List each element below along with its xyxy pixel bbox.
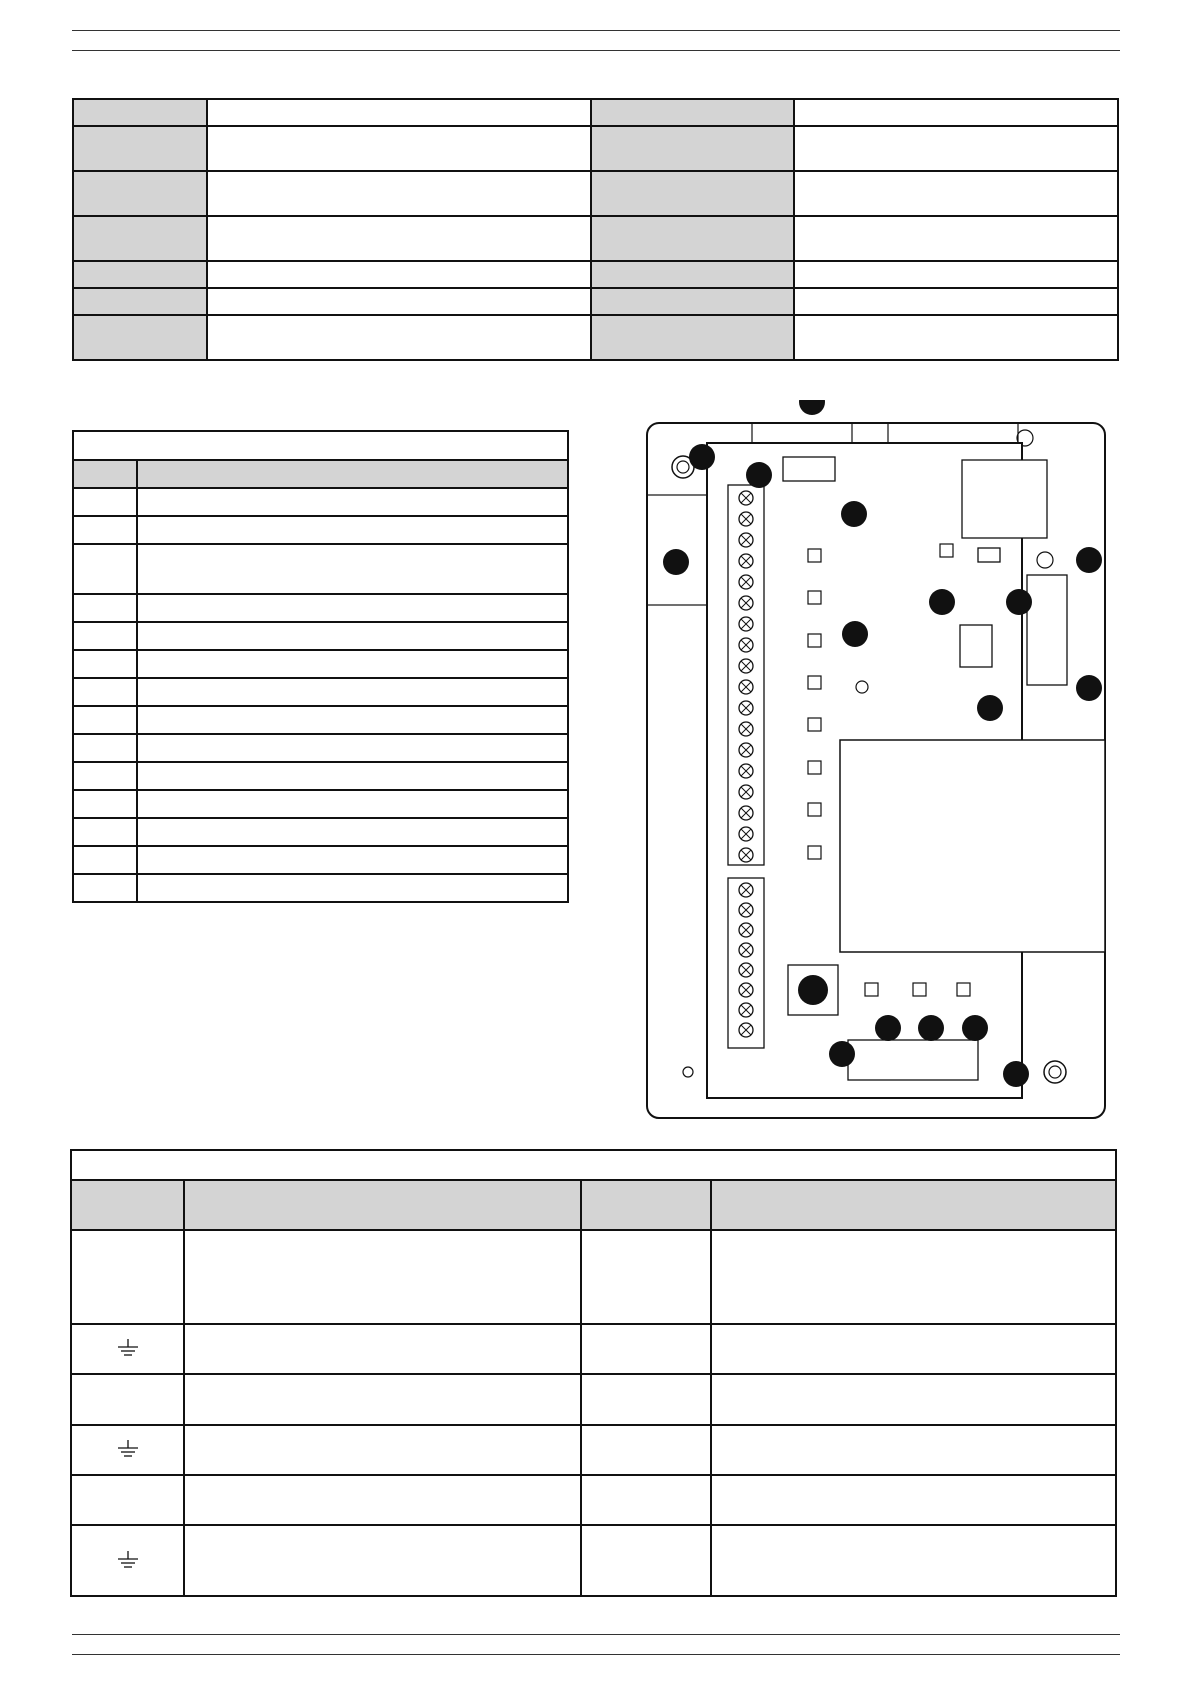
- terminal-cell: [71, 1230, 184, 1324]
- callout-marker: [842, 621, 868, 647]
- legend-desc: [137, 516, 568, 544]
- legend-desc: [137, 622, 568, 650]
- terminal-header: [184, 1180, 581, 1230]
- legend-row: [73, 488, 568, 516]
- legend-key: [73, 762, 137, 790]
- terminal-row: [71, 1525, 1116, 1596]
- led-indicator: [808, 549, 821, 562]
- callout-marker: [875, 1015, 901, 1041]
- callout-marker: [962, 1015, 988, 1041]
- terminal-row: [71, 1374, 1116, 1425]
- legend-key: [73, 706, 137, 734]
- led-indicator: [940, 544, 953, 557]
- header-rule-top: [72, 30, 1120, 31]
- spec-label: [591, 315, 794, 360]
- spec-value: [207, 126, 591, 171]
- led-indicator: [808, 676, 821, 689]
- terminal-desc: [184, 1324, 581, 1374]
- callout-marker: [1006, 589, 1032, 615]
- ground-icon: [117, 1339, 139, 1359]
- legend-desc: [137, 594, 568, 622]
- spec-label: [73, 315, 207, 360]
- relay-module: [962, 460, 1047, 538]
- legend-desc: [137, 790, 568, 818]
- spec-label: [73, 126, 207, 171]
- terminal-row: [71, 1475, 1116, 1525]
- callout-marker: [1076, 675, 1102, 701]
- legend-desc: [137, 818, 568, 846]
- terminal-notes: [711, 1475, 1116, 1525]
- spec-value: [794, 126, 1118, 171]
- legend-row: [73, 874, 568, 902]
- legend-key: [73, 818, 137, 846]
- spec-value: [207, 216, 591, 261]
- callout-marker: [977, 695, 1003, 721]
- spec-label: [591, 99, 794, 126]
- legend-row: [73, 678, 568, 706]
- spec-label: [591, 216, 794, 261]
- legend-key: [73, 790, 137, 818]
- legend-key: [73, 544, 137, 594]
- spec-label: [73, 171, 207, 216]
- terminal-desc: [184, 1525, 581, 1596]
- terminal-row: [71, 1230, 1116, 1324]
- callout-marker: [1003, 1061, 1029, 1087]
- legend-row: [73, 622, 568, 650]
- spec-value: [794, 171, 1118, 216]
- legend-key: [73, 846, 137, 874]
- legend-key: [73, 622, 137, 650]
- terminal-cell: [71, 1425, 184, 1475]
- spec-label: [73, 216, 207, 261]
- spec-row: [73, 171, 1118, 216]
- legend-row: [73, 650, 568, 678]
- legend-key: [73, 516, 137, 544]
- spec-value: [794, 99, 1118, 126]
- legend-row: [73, 734, 568, 762]
- terminal-header: [581, 1180, 711, 1230]
- spec-value: [207, 261, 591, 288]
- buzzer: [798, 975, 828, 1005]
- terminal-notes: [711, 1425, 1116, 1475]
- legend-row: [73, 516, 568, 544]
- circuit-board-diagram: [640, 400, 1110, 1125]
- callout-marker: [746, 462, 772, 488]
- spec-row: [73, 99, 1118, 126]
- terminal-desc: [184, 1230, 581, 1324]
- spec-value: [207, 99, 591, 126]
- terminal-cell: [71, 1324, 184, 1374]
- spec-row: [73, 216, 1118, 261]
- terminal-notes: [711, 1230, 1116, 1324]
- led-indicator: [808, 761, 821, 774]
- legend-row: [73, 594, 568, 622]
- spec-value: [794, 216, 1118, 261]
- legend-desc: [137, 488, 568, 516]
- spec-value: [207, 171, 591, 216]
- terminal-notes: [711, 1324, 1116, 1374]
- spec-row: [73, 315, 1118, 360]
- terminal-cell: [71, 1374, 184, 1425]
- spec-value: [207, 288, 591, 315]
- led-indicator: [808, 591, 821, 604]
- spec-label: [73, 288, 207, 315]
- legend-desc: [137, 650, 568, 678]
- spec-value: [207, 315, 591, 360]
- legend-header-key: [73, 460, 137, 488]
- callout-marker: [799, 400, 825, 415]
- legend-row: [73, 846, 568, 874]
- legend-key: [73, 874, 137, 902]
- legend-desc: [137, 846, 568, 874]
- spec-row: [73, 261, 1118, 288]
- terminal-notes: [711, 1374, 1116, 1425]
- legend-row: [73, 818, 568, 846]
- legend-desc: [137, 874, 568, 902]
- spec-value: [794, 261, 1118, 288]
- spec-value: [794, 288, 1118, 315]
- led-indicator: [913, 983, 926, 996]
- legend-table: [72, 430, 569, 903]
- led-indicator: [808, 718, 821, 731]
- led-indicator: [957, 983, 970, 996]
- terminal-header: [71, 1180, 184, 1230]
- callout-marker: [663, 549, 689, 575]
- terminal-value: [581, 1475, 711, 1525]
- legend-key: [73, 594, 137, 622]
- power-terminal: [960, 625, 992, 667]
- connector-header: [783, 457, 835, 481]
- display-module: [840, 740, 1105, 952]
- spec-value: [794, 315, 1118, 360]
- spec-label: [73, 99, 207, 126]
- terminal-value: [581, 1230, 711, 1324]
- battery-holder: [1027, 575, 1067, 685]
- led-indicator: [865, 983, 878, 996]
- terminal-cell: [71, 1525, 184, 1596]
- legend-desc: [137, 544, 568, 594]
- legend-row: [73, 706, 568, 734]
- spec-label: [591, 261, 794, 288]
- legend-key: [73, 678, 137, 706]
- terminal-value: [581, 1525, 711, 1596]
- callout-marker: [929, 589, 955, 615]
- callout-marker: [829, 1041, 855, 1067]
- footer-rule-top: [72, 1634, 1120, 1635]
- spec-table: [72, 98, 1119, 361]
- terminal-table: [70, 1149, 1117, 1597]
- spec-label: [73, 261, 207, 288]
- terminal-strip-bottom: [848, 1040, 978, 1080]
- legend-desc: [137, 762, 568, 790]
- footer-rule-bottom: [72, 1654, 1120, 1655]
- terminal-cell: [71, 1475, 184, 1525]
- legend-key: [73, 488, 137, 516]
- legend-title: [73, 431, 568, 460]
- spec-label: [591, 171, 794, 216]
- spec-label: [591, 126, 794, 171]
- terminal-row: [71, 1425, 1116, 1475]
- legend-desc: [137, 678, 568, 706]
- spec-label: [591, 288, 794, 315]
- terminal-desc: [184, 1425, 581, 1475]
- led-indicator: [808, 846, 821, 859]
- led-indicator: [808, 803, 821, 816]
- terminal-row: [71, 1324, 1116, 1374]
- legend-row: [73, 544, 568, 594]
- legend-row: [73, 762, 568, 790]
- legend-desc: [137, 734, 568, 762]
- terminal-table-title: [71, 1150, 1116, 1180]
- legend-key: [73, 734, 137, 762]
- terminal-notes: [711, 1525, 1116, 1596]
- ground-icon: [117, 1551, 139, 1571]
- terminal-header: [711, 1180, 1116, 1230]
- terminal-value: [581, 1374, 711, 1425]
- terminal-value: [581, 1324, 711, 1374]
- spec-row: [73, 288, 1118, 315]
- terminal-desc: [184, 1475, 581, 1525]
- terminal-desc: [184, 1374, 581, 1425]
- terminal-value: [581, 1425, 711, 1475]
- legend-key: [73, 650, 137, 678]
- spec-row: [73, 126, 1118, 171]
- callout-marker: [1076, 547, 1102, 573]
- switch: [978, 548, 1000, 562]
- ground-icon: [117, 1440, 139, 1460]
- callout-marker: [841, 501, 867, 527]
- callout-marker: [689, 444, 715, 470]
- led-indicator: [808, 634, 821, 647]
- header-rule-bottom: [72, 50, 1120, 51]
- legend-desc: [137, 706, 568, 734]
- legend-row: [73, 790, 568, 818]
- legend-header-desc: [137, 460, 568, 488]
- callout-marker: [918, 1015, 944, 1041]
